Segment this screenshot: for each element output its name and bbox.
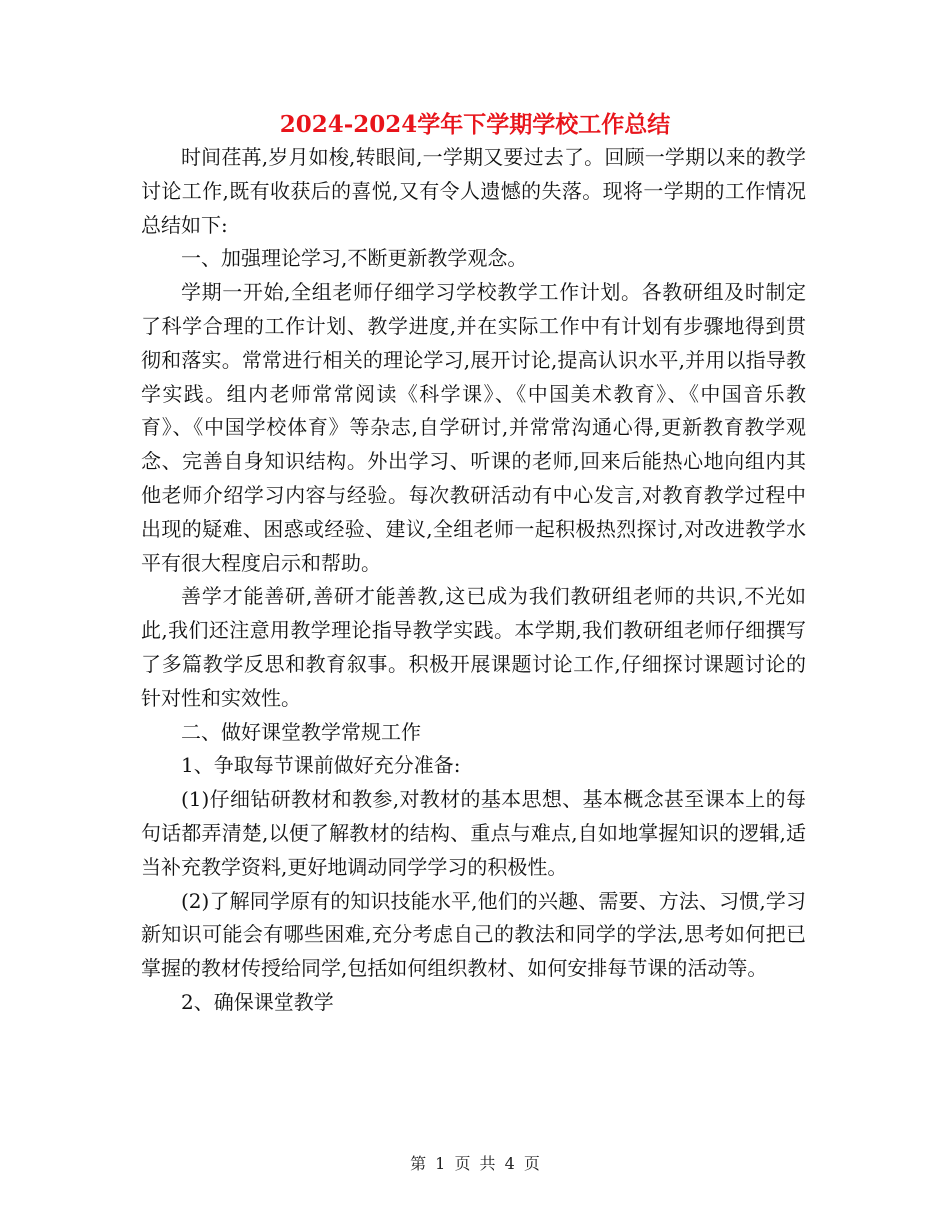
document-title: 2024-2024学年下学期学校工作总结 <box>279 111 671 138</box>
subsection-heading: 1、争取每节课前做好充分准备: <box>181 753 461 778</box>
list-item-paragraph: (2)了解同学原有的知识技能水平,他们的兴趣、需要、方法、习惯,学习新知识可能会有哪些困难,充分考虑自己的教法和同学的学法,思考如何把已掌握的教材传授给同学,包括如何组织教材、如何安排每节课的活动等。 <box>141 888 806 981</box>
body-paragraph: 学期一开始,全组老师仔细学习学校教学工作计划。各教研组及时制定了科学合理的工作计划、教学进度,并在实际工作中有计划有步骤地得到贯彻和落实。常常进行相关的理论学习,展开讨论,提高认识水平,并用以指导教学实践。组内老师常常阅读《科学课》、《中国美术教育》、《中国音乐教育》、《中国学校体育》等杂志,自学研讨,并常常沟通心得,更新教育教学观念、完善自身知识结构。外出学习、听课的老师,回来后能热心地向组内其他老师介绍学习内容与经验。每次教研活动有中心发言,对教育教学过程中出现的疑难、困惑或经验、建议,全组老师一起积极热烈探讨,对改进教学水平有很大程度启示和帮助。 <box>141 280 806 575</box>
intro-paragraph: 时间荏苒,岁月如梭,转眼间,一学期又要过去了。回顾一学期以来的教学讨论工作,既有收获后的喜悦,又有令人遗憾的失落。现将一学期的工作情况总结如下: <box>141 145 806 237</box>
document-body <box>141 141 806 1020</box>
page-number-footer: 第 1 页 共 4 页 <box>410 1154 540 1173</box>
subsection-heading: 2、确保课堂教学 <box>181 989 334 1014</box>
list-item-paragraph: (1)仔细钻研教材和教参,对教材的基本思想、基本概念甚至课本上的每句话都弄清楚,以便了解教材的结构、重点与难点,自如地掌握知识的逻辑,适当补充教学资料,更好地调动同学学习的积极性。 <box>141 787 806 879</box>
section-heading-1: 一、加强理论学习,不断更新教学观念。 <box>181 246 528 271</box>
body-paragraph: 善学才能善研,善研才能善教,这已成为我们教研组老师的共识,不光如此,我们还注意用教学理论指导教学实践。本学期,我们教研组老师仔细撰写了多篇教学反思和教育叙事。积极开展课题讨论工作,仔细探讨课题讨论的针对性和实效性。 <box>141 584 806 710</box>
section-heading-2: 二、做好课堂教学常规工作 <box>181 719 421 744</box>
